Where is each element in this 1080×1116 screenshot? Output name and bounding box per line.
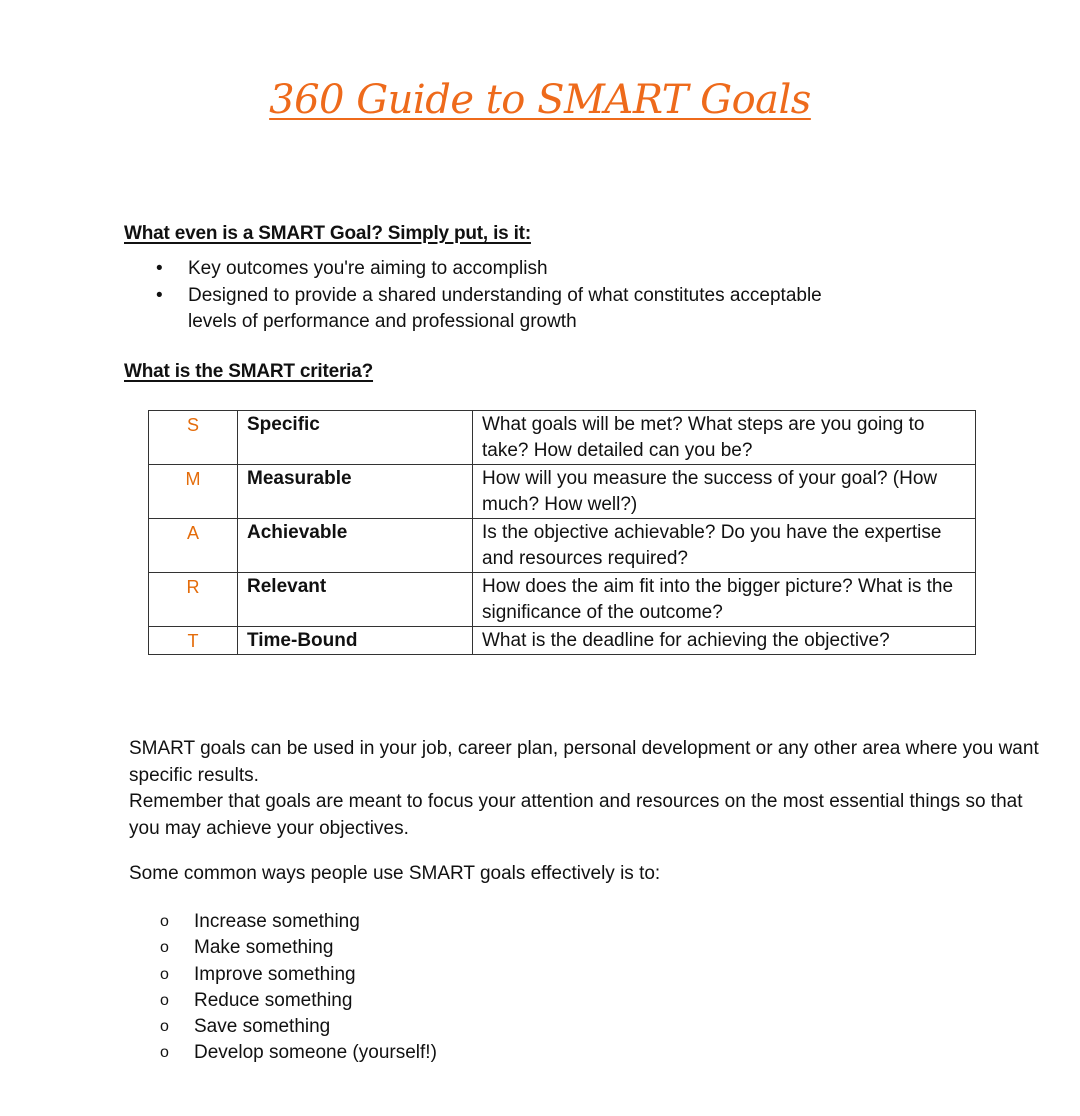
criteria-description: How will you measure the success of your goal? (How much? How well?) bbox=[473, 465, 976, 519]
table-row bbox=[149, 411, 976, 465]
criteria-letter: T bbox=[149, 627, 238, 655]
criteria-heading: What is the SMART criteria? bbox=[124, 361, 374, 382]
circle-bullet-icon: o bbox=[160, 1044, 169, 1062]
list-item bbox=[160, 1014, 437, 1040]
criteria-description: Is the objective achievable? Do you have the expertise and resources required? bbox=[473, 519, 976, 573]
circle-bullet-icon: o bbox=[160, 1018, 169, 1036]
list-item bbox=[150, 283, 870, 336]
circle-bullet-icon: o bbox=[160, 965, 169, 983]
body-paragraph: SMART goals can be used in your job, career plan, personal development or any other area where you want specific results. bbox=[129, 738, 1039, 786]
table-row bbox=[149, 573, 976, 627]
bullet-icon: • bbox=[156, 284, 163, 306]
list-item-text: Develop someone (yourself!) bbox=[194, 1042, 437, 1064]
criteria-description: How does the aim fit into the bigger picture? What is the significance of the outcome? bbox=[473, 573, 976, 627]
list-item-text: Increase something bbox=[194, 911, 360, 932]
ways-list bbox=[160, 909, 437, 1067]
intro-heading: What even is a SMART Goal? Simply put, is it: bbox=[124, 223, 531, 244]
table-row bbox=[149, 627, 976, 655]
criteria-term: Measurable bbox=[238, 465, 473, 519]
ways-lead-text: Some common ways people use SMART goals effectively is to: bbox=[129, 863, 661, 884]
list-item-text: Improve something bbox=[194, 963, 356, 985]
list-item bbox=[160, 988, 437, 1014]
criteria-term: Achievable bbox=[238, 519, 473, 573]
circle-bullet-icon: o bbox=[160, 991, 169, 1009]
criteria-term: Specific bbox=[238, 411, 473, 465]
criteria-letter: A bbox=[149, 519, 238, 573]
list-item-text: Reduce something bbox=[194, 989, 353, 1011]
criteria-term: Relevant bbox=[238, 573, 473, 627]
list-item-text: Designed to provide a shared understanding of what constitutes acceptable levels of performance and professional growth bbox=[188, 284, 822, 332]
intro-bullet-list bbox=[150, 256, 870, 336]
smart-criteria-table bbox=[148, 410, 976, 655]
list-item bbox=[160, 1040, 437, 1066]
criteria-description: What is the deadline for achieving the objective? bbox=[473, 627, 976, 655]
circle-bullet-icon: o bbox=[160, 913, 169, 930]
table-row bbox=[149, 519, 976, 573]
list-item bbox=[160, 935, 437, 961]
list-item bbox=[160, 909, 437, 935]
criteria-term: Time-Bound bbox=[238, 627, 473, 655]
list-item-text: Save something bbox=[194, 1016, 331, 1038]
list-item bbox=[150, 256, 870, 283]
criteria-letter: S bbox=[149, 411, 238, 465]
page-title: 360 Guide to SMART Goals bbox=[269, 77, 811, 123]
criteria-description: What goals will be met? What steps are you going to take? How detailed can you be? bbox=[473, 411, 976, 465]
table-row bbox=[149, 465, 976, 519]
criteria-letter: M bbox=[149, 465, 238, 519]
criteria-letter: R bbox=[149, 573, 238, 627]
bullet-icon: • bbox=[156, 258, 163, 279]
list-item-text: Make something bbox=[194, 937, 334, 959]
list-item-text: Key outcomes you're aiming to accomplish bbox=[188, 258, 548, 279]
circle-bullet-icon: o bbox=[160, 939, 169, 957]
body-paragraph: Remember that goals are meant to focus your attention and resources on the most essential things so that you may achieve your objectives. bbox=[129, 791, 1023, 839]
list-item bbox=[160, 962, 437, 988]
